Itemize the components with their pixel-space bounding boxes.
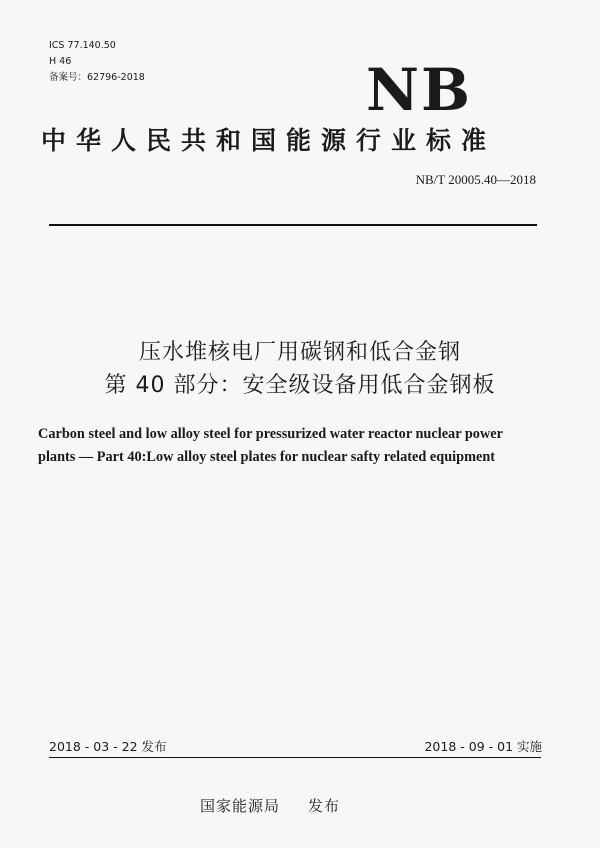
publisher-name: 国家能源局 bbox=[200, 797, 281, 815]
record-number: 备案号：62796-2018 bbox=[49, 72, 145, 83]
standard-type-heading: 中华人民共和国能源行业标准 bbox=[41, 126, 497, 155]
ics-code: ICS 77.140.50 bbox=[49, 40, 116, 51]
standard-number: NB/T 20005.40—2018 bbox=[415, 172, 536, 187]
header-divider bbox=[49, 224, 537, 226]
publisher-line bbox=[200, 795, 340, 816]
chinese-title-line-2: 第 40 部分：安全级设备用低合金钢板 bbox=[104, 373, 496, 398]
english-title-line-1: Carbon steel and low alloy steel for pressurized water reactor nuclear power bbox=[38, 426, 503, 442]
chinese-title-line-1: 压水堆核电厂用碳钢和低合金钢 bbox=[138, 340, 461, 365]
footer-divider bbox=[49, 757, 541, 758]
class-code: H 46 bbox=[49, 56, 72, 67]
chinese-title bbox=[0, 336, 600, 402]
classification-block bbox=[49, 38, 145, 86]
publisher-action: 发布 bbox=[308, 797, 341, 815]
nb-logo: NB bbox=[366, 56, 473, 124]
issue-date: 2018 - 03 - 22 发布 bbox=[49, 739, 167, 754]
implementation-date: 2018 - 09 - 01 实施 bbox=[424, 739, 542, 754]
english-title bbox=[38, 423, 578, 469]
english-title-line-2: plants — Part 40:Low alloy steel plates for nuclear safty related equipment bbox=[38, 449, 496, 465]
